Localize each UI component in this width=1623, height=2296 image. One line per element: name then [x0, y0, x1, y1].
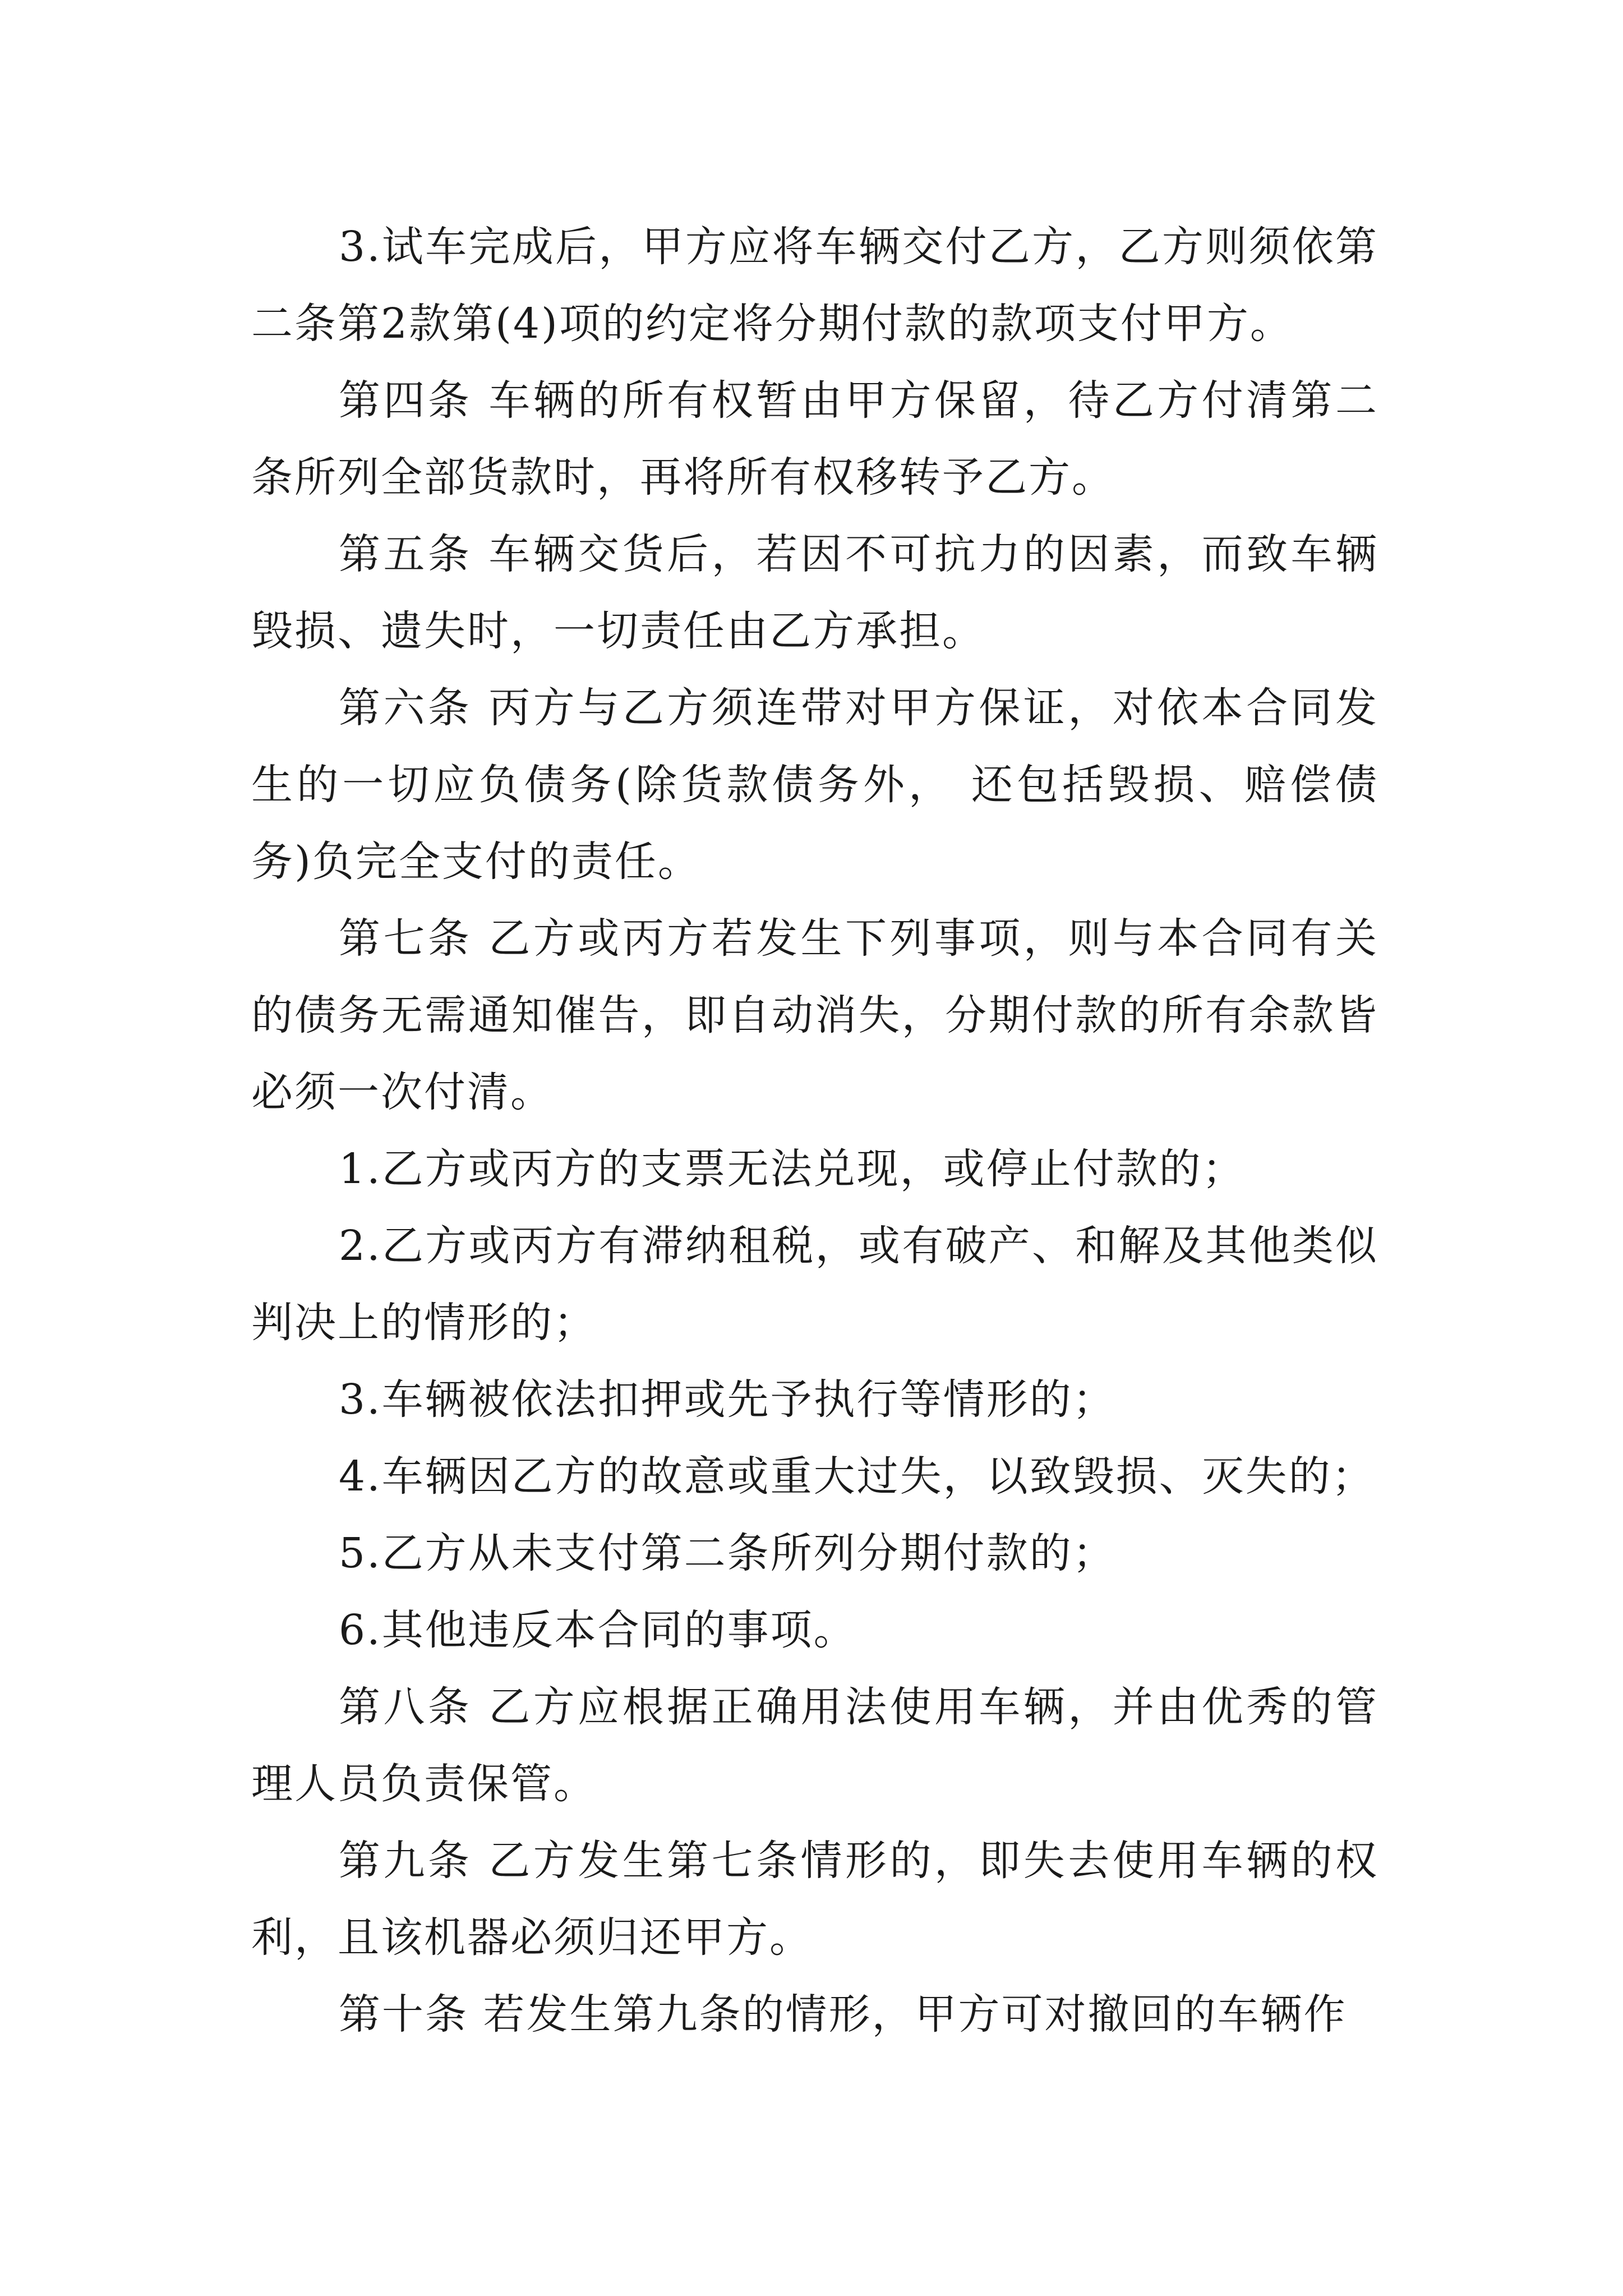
list-item-7-3: 3.车辆被依法扣押或先予执行等情形的；: [339, 1375, 1116, 1424]
list-item-7-6: 6.其他违反本合同的事项。: [339, 1606, 857, 1654]
paragraph-article-6: 第六条 丙方与乙方须连带对甲方保证，对依本合同发生的一切应负债务(除货款债务外， 还包括毁损、赔偿债务)负完全支付的责任。: [251, 684, 1378, 886]
paragraph-trial-delivery: 3.试车完成后，甲方应将车辆交付乙方，乙方则须依第二条第2款第(4)项的约定将分期付款的款项支付甲方。: [251, 223, 1378, 348]
paragraph-article-7: 第七条 乙方或丙方若发生下列事项，则与本合同有关的债务无需通知催告，即自动消失，分期付款的所有余款皆必须一次付清。: [251, 914, 1378, 1116]
paragraph-article-10: 第十条 若发生第九条的情形，甲方可对撤回的车辆作: [339, 1990, 1347, 2039]
list-item-7-2: 2.乙方或丙方有滞纳租税，或有破产、和解及其他类似判决上的情形的；: [251, 1222, 1378, 1347]
paragraph-article-5: 第五条 车辆交货后，若因不可抗力的因素，而致车辆毁损、遗失时，一切责任由乙方承担。: [251, 530, 1378, 655]
paragraph-article-9: 第九条 乙方发生第七条情形的，即失去使用车辆的权利，且该机器必须归还甲方。: [251, 1837, 1378, 1962]
contract-body: [251, 209, 1378, 2053]
paragraph-article-4: 第四条 车辆的所有权暂由甲方保留，待乙方付清第二条所列全部货款时，再将所有权移转予乙方。: [251, 376, 1378, 501]
list-item-7-1: 1.乙方或丙方的支票无法兑现，或停止付款的；: [339, 1145, 1246, 1193]
list-item-7-4: 4.车辆因乙方的故意或重大过失，以致毁损、灭失的；: [339, 1452, 1375, 1501]
paragraph-article-8: 第八条 乙方应根据正确用法使用车辆，并由优秀的管理人员负责保管。: [251, 1683, 1378, 1808]
list-item-7-5: 5.乙方从未支付第二条所列分期付款的；: [339, 1529, 1116, 1577]
